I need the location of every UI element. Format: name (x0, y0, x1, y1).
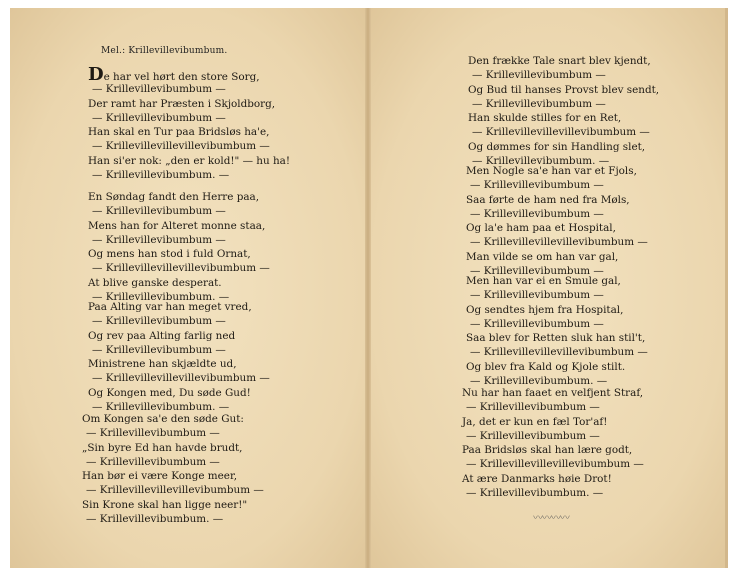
verse-line: Han skulde stilles for en Ret, (468, 112, 622, 125)
verse-line: Saa førte de ham ned fra Møls, (466, 193, 630, 206)
verse-line: Han bør ei være Konge meer, (82, 470, 238, 483)
right-stanza-2 (466, 164, 648, 278)
verse-line: Han skal en Tur paa Bridsløs ha'e, (88, 126, 270, 139)
verse-line: Og la'e ham paa et Hospital, (466, 222, 616, 235)
refrain-line: — Krillevillevibumbum — (466, 401, 600, 414)
refrain-line: — Krillevillevibumbum — (92, 233, 226, 246)
verse-line: Men Nogle sa'e han var et Fjols, (466, 165, 637, 177)
right-stanza-3 (466, 274, 648, 388)
page-edge (725, 8, 728, 568)
verse-line: Og Kongen med, Du søde Gud! (88, 386, 251, 399)
verse-line: Om Kongen sa'e den søde Gut: (82, 413, 244, 425)
verse-line: At blive ganske desperat. (88, 276, 222, 289)
melody-heading: Mel.: Krillevillevibumbum. (101, 46, 228, 56)
center-fold (365, 8, 371, 568)
left-stanza-4 (82, 412, 264, 526)
refrain-line: — Krillevillevibumbum — (92, 343, 226, 356)
refrain-line: — Krillevillevillevillevibumbum — (86, 484, 264, 497)
verse-line: „Sin byre Ed han havde brudt, (82, 441, 243, 454)
refrain-line: — Krillevillevillevillevibumbum — (92, 372, 270, 385)
refrain-line: — Krillevillevibumbum — (92, 111, 226, 124)
verse-line: Man vilde se om han var gal, (466, 250, 619, 263)
refrain-line: — Krillevillevibumbum — (92, 205, 226, 218)
verse-line: De har vel hørt den store Sorg, (88, 64, 260, 85)
verse-line: Og blev fra Kald og Kjole stilt. (466, 360, 626, 373)
left-stanza-2 (88, 190, 270, 304)
verse-line: Og rev paa Alting farlig ned (88, 329, 236, 342)
verse-line: Han si'er nok: „den er kold!" — hu ha! (88, 154, 291, 167)
refrain-line: — Krillevillevibumbum. — (86, 513, 224, 526)
refrain-line: — Krillevillevillevillevibumbum — (470, 346, 648, 359)
refrain-line: — Krillevillevibumbum. — (466, 487, 604, 500)
refrain-line: — Krillevillevillevillevibumbum — (470, 236, 648, 249)
verse-line: Og mens han stod i fuld Ornat, (88, 248, 251, 261)
verse-line: Og sendtes hjem fra Hospital, (466, 303, 624, 316)
refrain-line: — Krillevillevibumbum — (466, 429, 600, 442)
verse-line: Der ramt har Præsten i Skjoldborg, (88, 97, 276, 110)
verse-line: Og dømmes for sin Handling slet, (468, 140, 646, 153)
refrain-line: — Krillevillevibumbum. — (92, 169, 230, 182)
refrain-line: — Krillevillevibumbum — (470, 317, 604, 330)
refrain-line: — Krillevillevibumbum — (92, 83, 226, 96)
end-flourish: 〰〰〰〰 (533, 513, 569, 524)
refrain-line: — Krillevillevibumbum — (470, 179, 604, 192)
right-stanza-4 (462, 386, 644, 500)
refrain-line: — Krillevillevibumbum. — (92, 291, 230, 304)
refrain-line: — Krillevillevibumbum — (86, 455, 220, 468)
right-stanza-1 (468, 54, 659, 168)
refrain-line: — Krillevillevibumbum — (470, 289, 604, 302)
refrain-line: — Krillevillevillevillevibumbum — (92, 262, 270, 275)
refrain-line: — Krillevillevibumbum. — (470, 375, 608, 388)
verse-line: Saa blev for Retten sluk han stil't, (466, 332, 646, 345)
verse-line: Ja, det er kun en fæl Tor'af! (462, 415, 608, 428)
left-stanza-1 (88, 64, 291, 182)
left-stanza-3 (88, 300, 270, 414)
refrain-line: — Krillevillevibumbum — (472, 69, 606, 82)
refrain-line: — Krillevillevillevillevibumbum — (472, 126, 650, 139)
verse-line: Paa Bridsløs skal han lære godt, (462, 444, 633, 457)
refrain-line: — Krillevillevibumbum. — (472, 155, 610, 168)
verse-line: En Søndag fandt den Herre paa, (88, 191, 260, 203)
refrain-line: — Krillevillevibumbum — (470, 265, 604, 278)
verse-line: Og Bud til hanses Provst blev sendt, (468, 83, 660, 96)
verse-line: Mens han for Alteret monne staa, (88, 219, 266, 232)
verse-line: Den frække Tale snart blev kjendt, (468, 55, 651, 67)
verse-line: At ære Danmarks høie Drot! (462, 472, 612, 485)
verse-line: Ministrene han skjældte ud, (88, 358, 237, 371)
refrain-line: — Krillevillevillevillevibumbum — (92, 140, 270, 153)
verse-line: Paa Alting var han meget vred, (88, 301, 252, 313)
verse-line: Sin Krone skal han ligge neer!" (82, 498, 248, 511)
verse-line: Men han var ei en Smule gal, (466, 275, 621, 287)
refrain-line: — Krillevillevibumbum. — (92, 401, 230, 414)
refrain-line: — Krillevillevibumbum — (92, 315, 226, 328)
verse-line: Nu har han faaet en velfjent Straf, (462, 387, 644, 399)
refrain-line: — Krillevillevibumbum — (470, 207, 604, 220)
refrain-line: — Krillevillevibumbum — (472, 97, 606, 110)
refrain-line: — Krillevillevibumbum — (86, 427, 220, 440)
refrain-line: — Krillevillevillevillevibumbum — (466, 458, 644, 471)
